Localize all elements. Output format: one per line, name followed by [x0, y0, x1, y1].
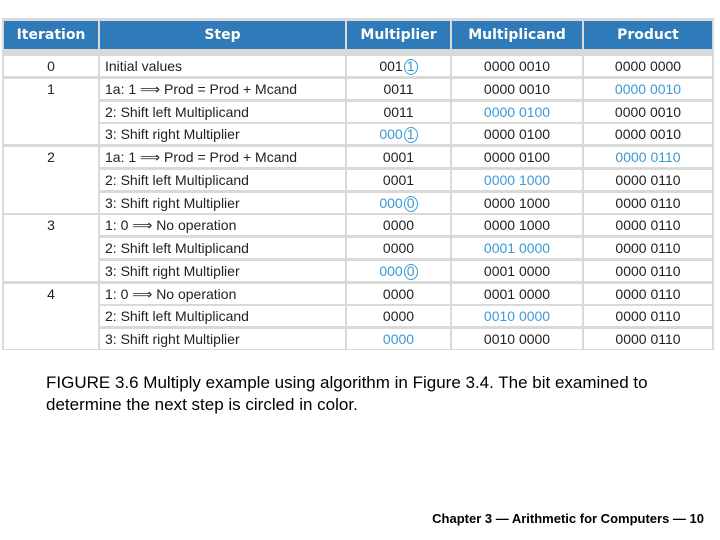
product-cell: 0000 0010	[584, 79, 712, 99]
multiplicand-cell: 0010 0000	[452, 329, 582, 349]
header-multiplier: Multiplier	[347, 21, 450, 49]
step-cell: 3: Shift right Multiplier	[100, 329, 345, 349]
iteration-cell: 2	[4, 147, 98, 213]
product-cell: 0000 0110	[584, 261, 712, 281]
slide-footer: Chapter 3 — Arithmetic for Computers — 10	[432, 511, 704, 526]
product-cell: 0000 0110	[584, 238, 712, 258]
multiplicand-cell: 0010 0000	[452, 306, 582, 326]
multiplier-cell: 000 0	[347, 261, 450, 281]
multiplicand-cell: 0000 1000	[452, 193, 582, 213]
multiplier-cell: 0011	[347, 79, 450, 99]
product-cell: 0000 0010	[584, 124, 712, 144]
step-cell: 2: Shift left Multiplicand	[100, 238, 345, 258]
header-product: Product	[584, 21, 712, 49]
multiplier-cell: 0011	[347, 102, 450, 122]
multiplier-cell: 0001	[347, 147, 450, 167]
multiplicand-cell: 0000 0100	[452, 124, 582, 144]
multiplicand-cell: 0000 0010	[452, 79, 582, 99]
product-cell: 0000 0110	[584, 306, 712, 326]
multiplier-cell: 0000	[347, 238, 450, 258]
step-cell: Initial values	[100, 56, 345, 76]
step-cell: 3: Shift right Multiplier	[100, 261, 345, 281]
step-cell: 2: Shift left Multiplicand	[100, 102, 345, 122]
step-cell: 2: Shift left Multiplicand	[100, 306, 345, 326]
product-cell: 0000 0110	[584, 215, 712, 235]
multiplicand-cell: 0001 0000	[452, 238, 582, 258]
product-cell: 0000 0000	[584, 56, 712, 76]
step-cell: 1: 0 ⟹ No operation	[100, 284, 345, 304]
header-step: Step	[100, 21, 345, 49]
product-cell: 0000 0110	[584, 284, 712, 304]
examined-bit: 1	[404, 59, 418, 75]
iteration-cell: 0	[4, 56, 98, 76]
multiplicand-cell: 0000 0010	[452, 56, 582, 76]
header-multiplicand: Multiplicand	[452, 21, 582, 49]
step-cell: 3: Shift right Multiplier	[100, 124, 345, 144]
multiplicand-cell: 0000 0100	[452, 102, 582, 122]
multiplicand-cell: 0001 0000	[452, 284, 582, 304]
multiplier-cell: 0000	[347, 306, 450, 326]
product-cell: 0000 0010	[584, 102, 712, 122]
multiplier-cell: 0000	[347, 284, 450, 304]
multiplier-cell: 0000	[347, 329, 450, 349]
multiplicand-cell: 0001 0000	[452, 261, 582, 281]
iteration-cell: 3	[4, 215, 98, 281]
multiplicand-cell: 0000 0100	[452, 147, 582, 167]
step-cell: 1a: 1 ⟹ Prod = Prod + Mcand	[100, 147, 345, 167]
multiplier-cell: 000 0	[347, 193, 450, 213]
iteration-cell: 1	[4, 79, 98, 145]
multiplicand-cell: 0000 1000	[452, 215, 582, 235]
multiplicand-cell: 0000 1000	[452, 170, 582, 190]
figure-caption: FIGURE 3.6 Multiply example using algorithm in Figure 3.4. The bit examined to determine the next step is circled in color.	[46, 373, 648, 414]
step-cell: 1: 0 ⟹ No operation	[100, 215, 345, 235]
multiplier-cell: 001 1	[347, 56, 450, 76]
step-cell: 1a: 1 ⟹ Prod = Prod + Mcand	[100, 79, 345, 99]
product-cell: 0000 0110	[584, 170, 712, 190]
step-cell: 3: Shift right Multiplier	[100, 193, 345, 213]
examined-bit: 0	[404, 196, 418, 212]
product-cell: 0000 0110	[584, 147, 712, 167]
examined-bit: 0	[404, 264, 418, 280]
iteration-cell: 4	[4, 284, 98, 350]
multiplier-cell: 0000	[347, 215, 450, 235]
step-cell: 2: Shift left Multiplicand	[100, 170, 345, 190]
examined-bit: 1	[404, 127, 418, 143]
header-iteration: Iteration	[4, 21, 98, 49]
multiplier-cell: 0001	[347, 170, 450, 190]
product-cell: 0000 0110	[584, 329, 712, 349]
product-cell: 0000 0110	[584, 193, 712, 213]
multiplier-cell: 000 1	[347, 124, 450, 144]
